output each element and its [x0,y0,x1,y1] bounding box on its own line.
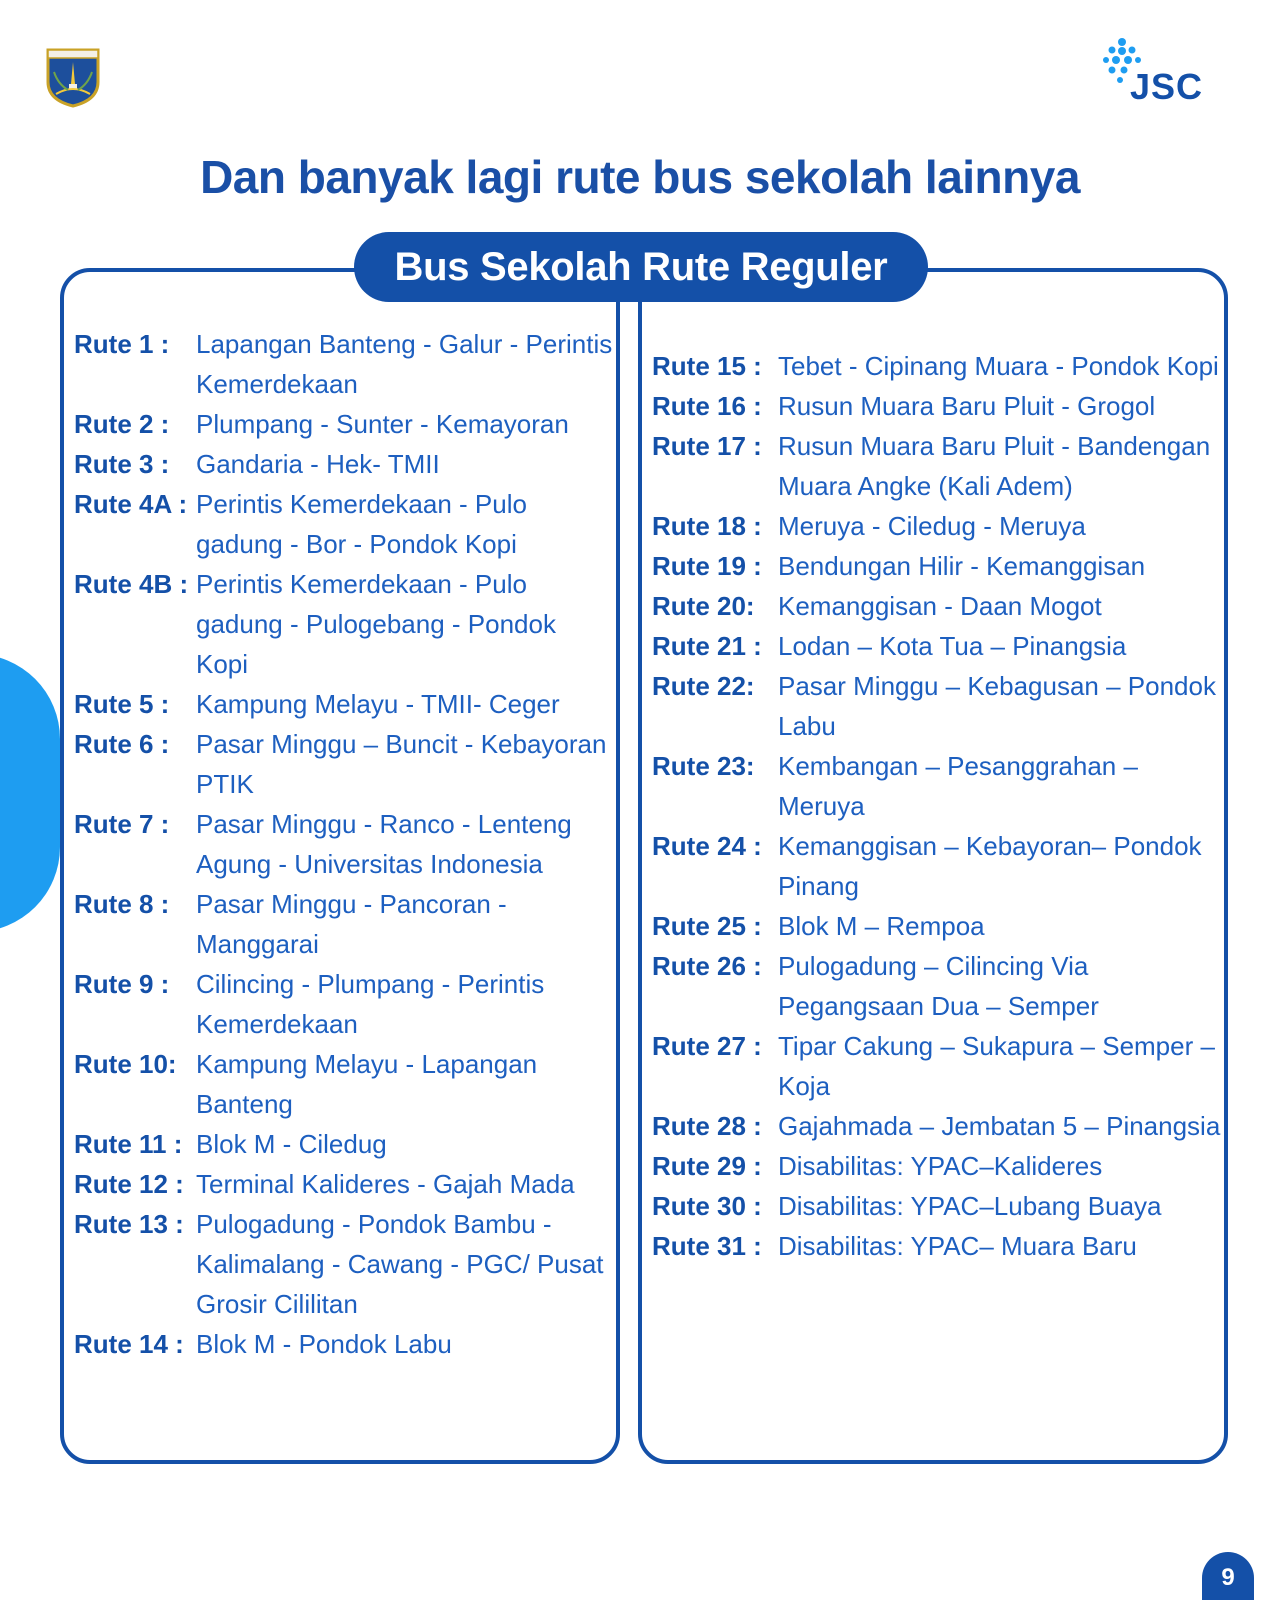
route-item [652,386,1222,426]
route-item [652,1106,1222,1146]
route-text: Pulogadung – Cilincing Via Pegangsaan Dua – Semper [778,951,1099,1021]
route-label: Rute 21 : [652,631,762,661]
jsc-logo [1102,36,1218,112]
route-item [652,666,1222,746]
route-label: Rute 20: [652,591,755,621]
route-item [74,564,614,684]
route-item [652,346,1222,386]
route-text: Perintis Kemerdekaan - Pulo gadung - Bor - Pondok Kopi [196,489,527,559]
route-item [652,946,1222,1026]
route-text: Gajahmada – Jembatan 5 – Pinangsia [778,1111,1221,1141]
route-label: Rute 27 : [652,1031,762,1061]
route-text: Meruya - Ciledug - Meruya [778,511,1086,541]
route-label: Rute 25 : [652,911,762,941]
route-label: Rute 10: [74,1049,177,1079]
route-text: Gandaria - Hek- TMII [196,449,440,479]
route-item [74,1124,614,1164]
route-text: Disabilitas: YPAC–Lubang Buaya [778,1191,1162,1221]
route-text: Cilincing - Plumpang - Perintis Kemerdekaan [196,969,545,1039]
route-item [652,1146,1222,1186]
route-text: Blok M - Ciledug [196,1129,387,1159]
route-text: Pasar Minggu - Pancoran - Manggarai [196,889,507,959]
route-item [652,626,1222,666]
route-label: Rute 22: [652,671,755,701]
page-title: Dan banyak lagi rute bus sekolah lainnya [200,151,1080,203]
route-text: Kemanggisan - Daan Mogot [778,591,1102,621]
route-text: Bendungan Hilir - Kemanggisan [778,551,1146,581]
route-label: Rute 24 : [652,831,762,861]
route-label: Rute 6 : [74,729,170,759]
jakarta-crest-icon [44,44,102,108]
route-text: Blok M - Pondok Labu [196,1329,452,1359]
route-item [74,444,614,484]
route-text: Perintis Kemerdekaan - Pulo gadung - Pulogebang - Pondok Kopi [196,569,556,679]
route-text: Kemanggisan – Kebayoran– Pondok Pinang [778,831,1202,901]
route-item [74,724,614,804]
route-text: Rusun Muara Baru Pluit - Bandengan Muara Angke (Kali Adem) [778,431,1211,501]
decorative-shape [0,654,60,932]
route-item [74,804,614,884]
route-item [652,906,1222,946]
route-list-right [652,346,1222,1266]
route-item [652,826,1222,906]
route-label: Rute 28 : [652,1111,762,1141]
route-item [652,1026,1222,1106]
route-item [74,324,614,404]
route-text: Pasar Minggu – Kebagusan – Pondok Labu [778,671,1216,741]
route-label: Rute 12 : [74,1169,184,1199]
route-label: Rute 5 : [74,689,170,719]
route-label: Rute 30 : [652,1191,762,1221]
route-text: Rusun Muara Baru Pluit - Grogol [778,391,1156,421]
route-item [652,506,1222,546]
route-item [74,1204,614,1324]
route-label: Rute 11 : [74,1129,183,1159]
route-item [652,586,1222,626]
route-label: Rute 1 : [74,329,170,359]
route-item [652,1226,1222,1266]
route-label: Rute 3 : [74,449,170,479]
route-text: Disabilitas: YPAC–Kalideres [778,1151,1103,1181]
route-list-left [74,324,614,1364]
page-number: 9 [1202,1552,1254,1600]
route-text: Blok M – Rempoa [778,911,985,941]
route-label: Rute 23: [652,751,755,781]
route-label: Rute 18 : [652,511,762,541]
route-text: Disabilitas: YPAC– Muara Baru [778,1231,1137,1261]
route-label: Rute 16 : [652,391,762,421]
route-label: Rute 17 : [652,431,762,461]
route-item [74,1044,614,1124]
route-label: Rute 29 : [652,1151,762,1181]
route-text: Tebet - Cipinang Muara - Pondok Kopi [778,351,1219,381]
route-text: Kampung Melayu - TMII- Ceger [196,689,560,719]
route-label: Rute 7 : [74,809,170,839]
route-item [652,426,1222,506]
route-label: Rute 13 : [74,1209,184,1239]
route-item [74,484,614,564]
route-label: Rute 9 : [74,969,170,999]
route-item [74,884,614,964]
route-text: Lodan – Kota Tua – Pinangsia [778,631,1127,661]
route-item [74,964,614,1044]
route-text: Plumpang - Sunter - Kemayoran [196,409,569,439]
route-label: Rute 19 : [652,551,762,581]
route-item [652,546,1222,586]
route-label: Rute 8 : [74,889,170,919]
route-label: Rute 2 : [74,409,170,439]
route-text: Terminal Kalideres - Gajah Mada [196,1169,575,1199]
route-label: Rute 4B : [74,569,189,599]
route-item [74,684,614,724]
route-item [74,404,614,444]
route-text: Pasar Minggu – Buncit - Kebayoran PTIK [196,729,607,799]
route-label: Rute 15 : [652,351,762,381]
route-item [74,1324,614,1364]
route-text: Pasar Minggu - Ranco - Lenteng Agung - Universitas Indonesia [196,809,572,879]
route-label: Rute 31 : [652,1231,762,1261]
route-text: Kembangan – Pesanggrahan – Meruya [778,751,1138,821]
route-label: Rute 26 : [652,951,762,981]
route-item [652,746,1222,826]
route-text: Pulogadung - Pondok Bambu - Kalimalang - Cawang - PGC/ Pusat Grosir Cililitan [196,1209,604,1319]
route-item [652,1186,1222,1226]
route-item [74,1164,614,1204]
jsc-logo-text: JSC [1130,66,1204,107]
section-title: Bus Sekolah Rute Reguler [354,232,928,302]
route-label: Rute 14 : [74,1329,184,1359]
route-text: Lapangan Banteng - Galur - Perintis Kemerdekaan [196,329,613,399]
route-label: Rute 4A : [74,489,188,519]
route-text: Kampung Melayu - Lapangan Banteng [196,1049,538,1119]
route-text: Tipar Cakung – Sukapura – Semper – Koja [778,1031,1215,1101]
